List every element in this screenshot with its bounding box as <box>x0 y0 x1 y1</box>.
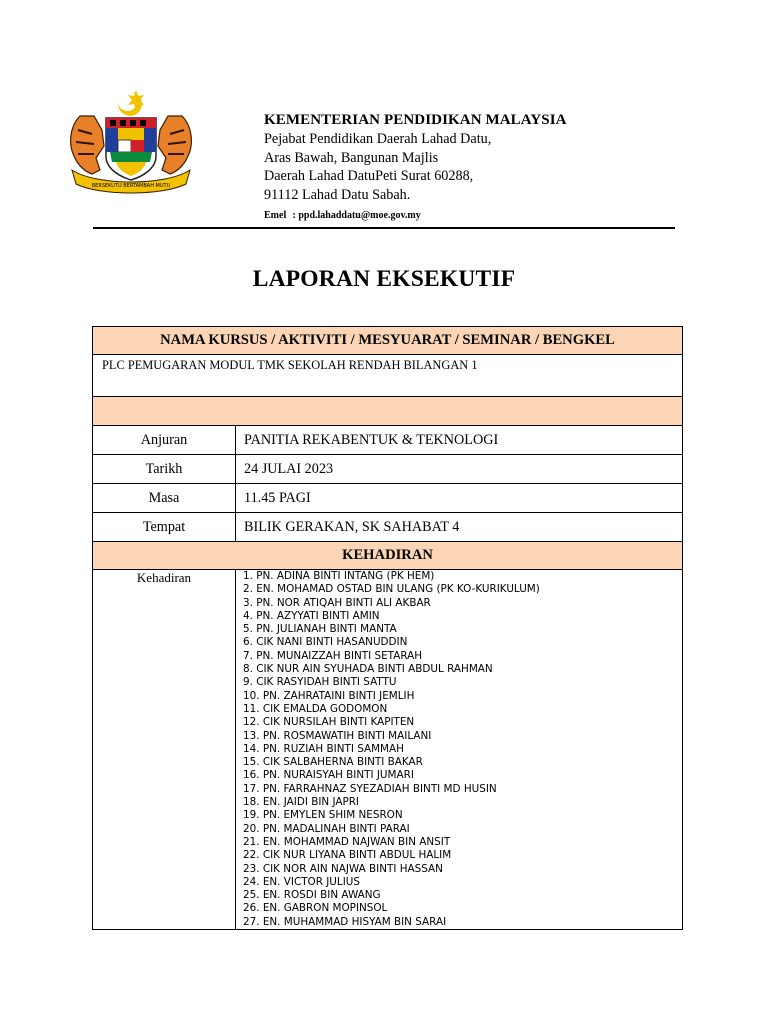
list-item: 3. PN. NOR ATIQAH BINTI ALI AKBAR <box>243 596 431 609</box>
table-row <box>93 455 683 484</box>
crest-motto: BERSEKUTU BERTAMBAH MUTU <box>91 183 171 189</box>
list-item: 23. CIK NOR AIN NAJWA BINTI HASSAN <box>243 862 443 875</box>
date-label: Tarikh <box>93 455 236 484</box>
venue-value: BILIK GERAKAN, SK SAHABAT 4 <box>236 513 683 542</box>
list-item: 15. CIK SALBAHERNA BINTI BAKAR <box>243 756 423 769</box>
course-header: NAMA KURSUS / AKTIVITI / MESYUARAT / SEMINAR / BENGKEL <box>93 327 683 355</box>
list-item: 10. PN. ZAHRATAINI BINTI JEMLIH <box>243 689 415 702</box>
course-name: PLC PEMUGARAN MODUL TMK SEKOLAH RENDAH BILANGAN 1 <box>93 355 683 397</box>
ministry-name: KEMENTERIAN PENDIDIKAN MALAYSIA <box>264 112 567 128</box>
blank-header-row <box>93 397 683 426</box>
email-value: : ppd.lahaddatu@moe.gov.my <box>292 210 421 222</box>
email-line <box>264 210 567 221</box>
list-item: 22. CIK NUR LIYANA BINTI ABDUL HALIM <box>243 849 452 862</box>
address-line-3: Daerah Lahad DatuPeti Surat 60288, <box>264 168 474 185</box>
list-item: 4. PN. AZYYATI BINTI AMIN <box>243 609 380 622</box>
list-item: 18. EN. JAIDI BIN JAPRI <box>243 796 360 809</box>
address-line-2: Aras Bawah, Bangunan Majlis <box>264 149 439 166</box>
list-item: 11. CIK EMALDA GODOMON <box>243 702 388 715</box>
email-label: Emel <box>264 210 287 222</box>
list-item: 25. EN. ROSDI BIN AWANG <box>243 889 381 902</box>
table-row <box>93 426 683 455</box>
list-item: 1. PN. ADINA BINTI INTANG (PK HEM) <box>243 570 435 582</box>
letterhead-divider <box>93 227 675 229</box>
table-row <box>93 513 683 542</box>
list-item: 5. PN. JULIANAH BINTI MANTA <box>243 623 397 636</box>
crest-icon <box>66 86 196 198</box>
list-item: 21. EN. MOHAMMAD NAJWAN BIN ANSIT <box>243 835 451 848</box>
list-item: 20. PN. MADALINAH BINTI PARAI <box>243 822 410 835</box>
attendance-label: Kehadiran <box>93 570 236 930</box>
list-item: 2. EN. MOHAMAD OSTAD BIN ULANG (PK KO-KURIKULUM) <box>243 583 540 596</box>
list-item: 7. PN. MUNAIZZAH BINTI SETARAH <box>243 649 423 662</box>
list-item: 9. CIK RASYIDAH BINTI SATTU <box>243 676 397 689</box>
list-item: 13. PN. ROSMAWATIH BINTI MAILANI <box>243 729 432 742</box>
list-item: 19. PN. EMYLEN SHIM NESRON <box>243 809 403 822</box>
attendance-header: KEHADIRAN <box>93 542 683 570</box>
list-item: 17. PN. FARRAHNAZ SYEZADIAH BINTI MD HUSIN <box>243 782 497 795</box>
list-item: 27. EN. MUHAMMAD HISYAM BIN SARAI <box>243 915 447 928</box>
letterhead <box>264 110 567 221</box>
list-item: 14. PN. RUZIAH BINTI SAMMAH <box>243 742 404 755</box>
table-row <box>93 484 683 513</box>
organizer-value: PANITIA REKABENTUK & TEKNOLOGI <box>236 426 683 455</box>
time-label: Masa <box>93 484 236 513</box>
list-item: 16. PN. NURAISYAH BINTI JUMARI <box>243 769 414 782</box>
list-item: 8. CIK NUR AIN SYUHADA BINTI ABDUL RAHMAN <box>243 663 493 676</box>
list-item: 6. CIK NANI BINTI HASANUDDIN <box>243 636 408 649</box>
address-line-4: 91112 Lahad Datu Sabah. <box>264 186 411 203</box>
address-line-1: Pejabat Pendidikan Daerah Lahad Datu, <box>264 131 492 147</box>
list-item: 24. EN. VICTOR JULIUS <box>243 875 360 888</box>
attendance-list-cell <box>236 570 683 930</box>
document-title: LAPORAN EKSEKUTIF <box>252 266 516 292</box>
venue-label: Tempat <box>93 513 236 542</box>
list-item: 26. EN. GABRON MOPINSOL <box>243 902 388 915</box>
coat-of-arms-crest <box>66 86 196 198</box>
attendee-list <box>236 570 682 929</box>
time-value: 11.45 PAGI <box>236 484 683 513</box>
organizer-label: Anjuran <box>93 426 236 455</box>
date-value: 24 JULAI 2023 <box>236 455 683 484</box>
report-table <box>92 326 683 930</box>
list-item: 12. CIK NURSILAH BINTI KAPITEN <box>243 716 415 729</box>
